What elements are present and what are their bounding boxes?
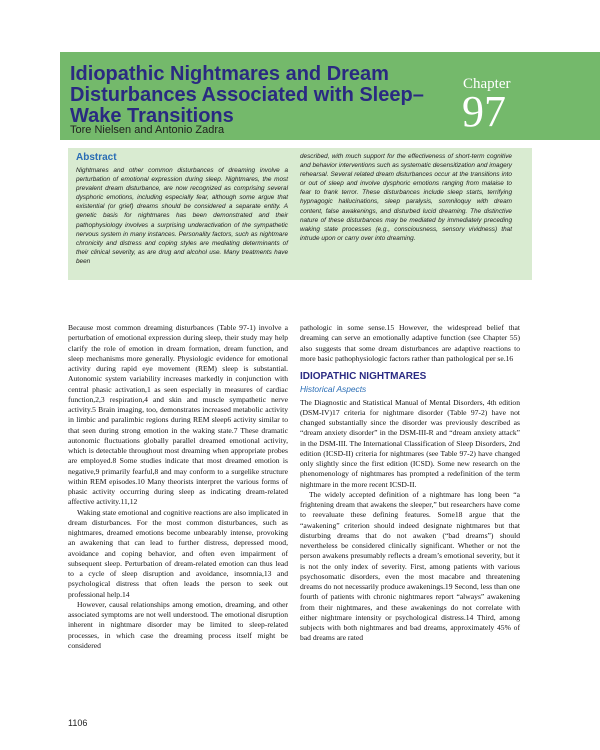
authors: Tore Nielsen and Antonio Zadra [70,124,225,136]
paragraph: Because most common dreaming disturbances (Table 97-1) involve a perturbation of emotional expression during sleep, their study may help clarify the role of emotion in dream formation, dream function, and sleep mechanisms more generally. Physiologic evidence for emotional activity during rapid eye movement (REM) sleep is substantial. Autonomic system variability increases markedly in conjunction with central phasic activation,1 as seen especially in measures of cardiac function,2,3 respiration,4 and skin and muscle sympathetic nerve activity.5 Brain imaging, too, demonstrates increased metabolic activity in limbic and paralimbic regions during REM sleep6 activity similar to that seen during strong emotion in the waking state.7 These dramatic autonomic fluctuations globally parallel dreamed emotional activity, which is detectable throughout most dreaming when appropriate probes are employed.8 Some studies indicate that most dreamed emotion is negative,9 primarily fearful,8 and may conform to a surgelike structure within REM episodes.10 Many theorists interpret the various forms of phasic activity occurring during sleep as indicating dream-related affective activity.11,12 [68,323,288,507]
page-number: 1106 [68,718,88,728]
body-column-left [68,323,288,651]
paragraph: pathologic in some sense.15 However, the widespread belief that dreaming can serve an emotionally adaptive function (see Chapter 55) also suggests that some dream disturbances are adaptive reactions to more basic pathophysiologic factors rather than pathological per se.16 [300,323,520,363]
subsection-heading: Historical Aspects [300,384,367,395]
paragraph: Waking state emotional and cognitive reactions are also implicated in dream disturbances. For the most common disturbances, such as nightmares, dreamed emotions become unbearably intense, provoking an awakening that can lead to further distress, depressed mood, avoidance and coping behavior, and often even impairment of subsequent sleep. Perturbation of dream-related emotion can thus lead to a cycle of sleep disruption and avoidance, insomnia,13 and psychological distress that often leads the person to seek out professional help.14 [68,507,288,599]
abstract-title: Abstract [76,152,117,163]
chapter-number: 97 [462,87,506,136]
paragraph: However, causal relationships among emotion, dreaming, and other associated symptoms are not well understood. The emotional disruption inherent in nightmare disorder may be limited to sleep-related processes, in which case the dreaming process itself might be considered [68,599,288,650]
chapter-label: Chapter [463,76,511,92]
paragraph: The widely accepted definition of a nightmare has long been “a frightening dream that awakens the sleeper,” but researchers have come to reevaluate these defining features. Some18 argue that the “awakening” criterion should indeed designate nightmares but that disturbing dreams that do not awaken (“bad dreams”) should nevertheless be considered clinically significant. Whether or not the person awakens presumably reflects a dream’s emotional severity, but it is not the only index of severity. First, among patients with various psychosomatic disorders, even the most macabre and threatening dreams do not necessarily produce awakenings.19 Second, less than one fourth of patients with chronic nightmares report “always” awakening from their nightmares, and these awakenings do not correlate with either nightmare intensity or psychological distress.14 Third, among subjects with both nightmares and bad dreams, approximately 45% of bad dreams are rated [300,489,520,643]
body-column-right [300,323,520,644]
section-heading: IDIOPATHIC NIGHTMARES [300,371,427,382]
abstract-text-right: described, with much support for the effectiveness of short-term cognitive and behavior interventions such as systematic desensitization and imagery rehearsal. Several related dream disturbances occur at the transitions into or out of sleep and involve dysphoric emotions ranging from malaise to fear to frank terror. These disturbances include sleep starts, terrifying hypnagogic hallucinations, sleep paralysis, somniloquy with dream content, false awakenings, and disturbed lucid dreaming. The distinctive nature of these disturbances may be mediated by immediately preceding waking state processes (e.g., consciousness, sensory vividness) that intrude upon or carry over into dreaming. [300,153,512,242]
chapter-title: Idiopathic Nightmares and Dream Disturbances Associated with Sleep–Wake Transitions [70,63,424,127]
abstract-text-left: Nightmares and other common disturbances of dreaming involve a perturbation of emotional expression during sleep. Nightmares, the most prevalent dream disturbance, are now recognized as comprising several dysphoric emotions, including especially fear, although some argue that existential (or grief) dreams should be considered a separate entity. A genetic basis for nightmares has been demonstrated and their pathophysiology involves a surprising underactivation of the sympathetic nervous system in many instances. Personality factors, such as nightmare chronicity and distress and coping styles are mediating determinants of their clinical severity, as are drug and alcohol use. Many treatments have been [76,167,288,265]
paragraph: The Diagnostic and Statistical Manual of Mental Disorders, 4th edition (DSM-IV)17 criteria for nightmare disorder (Table 97-2) have not changed substantially since the disorder was previously described as “dream anxiety disorder” in the DSM-III-R and “dream anxiety attack” in the DSM-III. The International Classification of Sleep Disorders, 2nd edition (ICSD-II) criteria for nightmares (see Table 97-2) have changed only slightly since the first edition (ICSD). Some new research on the phenomenology of nightmares has prompted a redefinition of the term nightmare in the more recent ICSD-II. [300,397,520,489]
